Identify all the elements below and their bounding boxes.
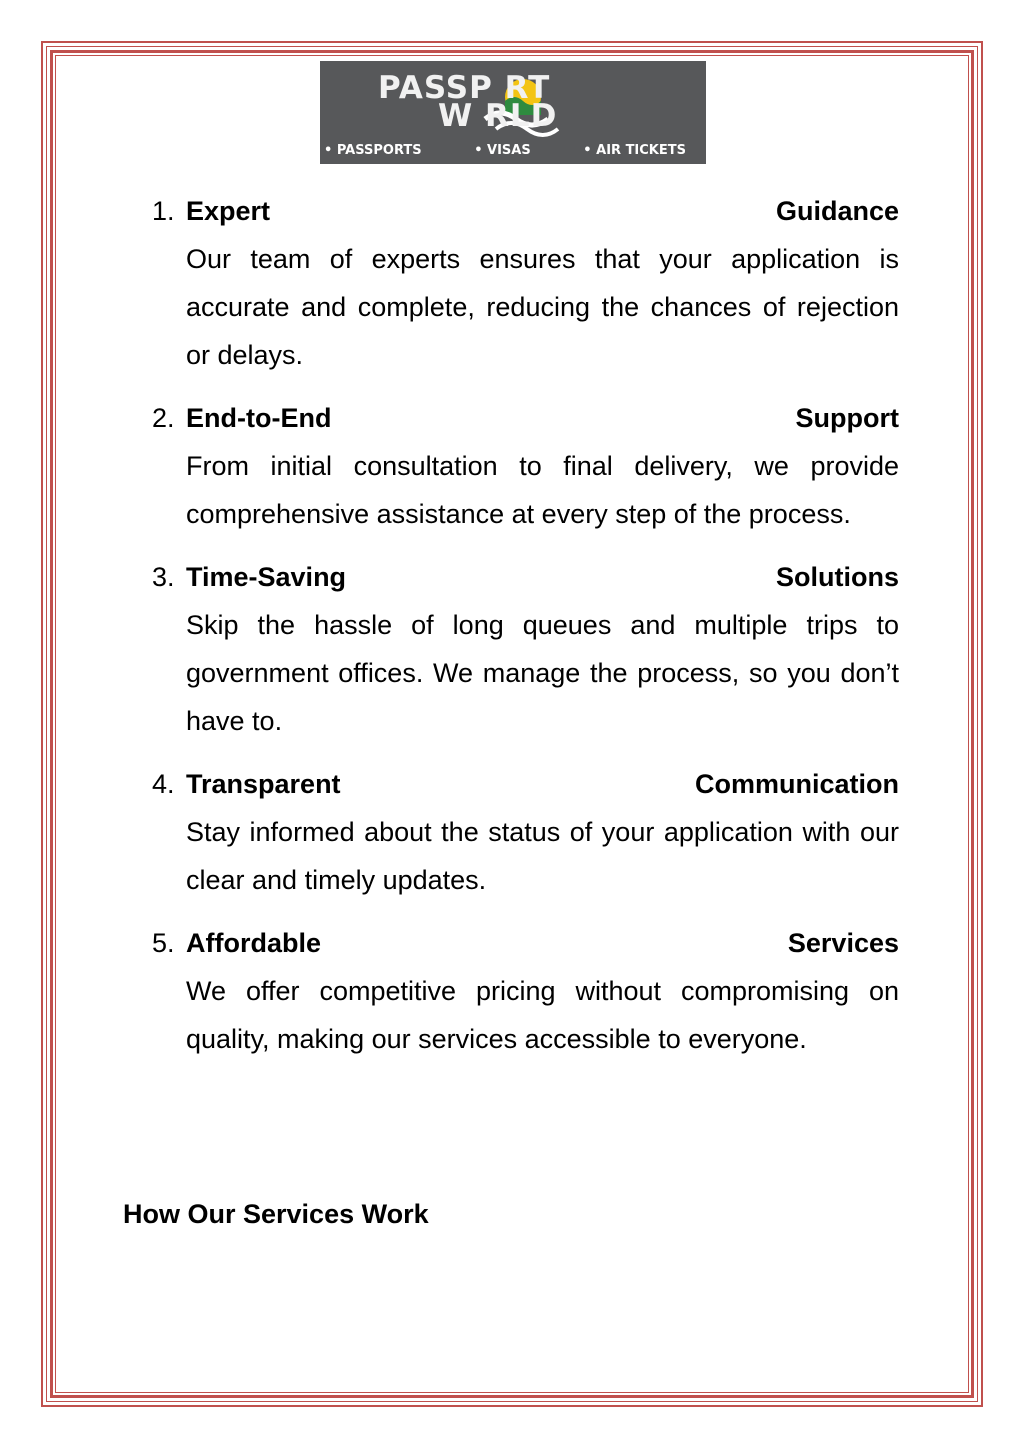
item-heading [186, 553, 899, 601]
section-heading: How Our Services Work [123, 1199, 429, 1229]
item-number: 4. [152, 769, 175, 799]
logo-tagline [320, 143, 706, 158]
list-item [152, 394, 899, 538]
item-title-left: Transparent [186, 769, 341, 799]
list-item [152, 553, 899, 745]
item-title-left: Time-Saving [186, 562, 347, 592]
item-title-left: End-to-End [186, 403, 332, 433]
item-title-left: Expert [186, 196, 271, 226]
item-number: 5. [152, 928, 175, 958]
logo-line-2: W RLD [438, 98, 558, 134]
item-heading [186, 760, 899, 808]
item-description: We offer competitive pricing without compromising on quality, making our services accessible to everyone. [186, 976, 899, 1054]
logo-tag-air-tickets: • AIR TICKETS [583, 143, 686, 158]
logo-tag-visas: • VISAS [474, 143, 531, 158]
item-title-right: Support [795, 403, 899, 433]
item-title-right: Services [787, 928, 899, 958]
item-heading [186, 394, 899, 442]
item-heading [186, 187, 899, 235]
list-item [152, 919, 899, 1063]
logo-line-1: PASSP RT [378, 70, 551, 106]
item-title-left: Affordable [186, 928, 321, 958]
item-description: Our team of experts ensures that your application is accurate and complete, reducing the chances of rejection or delays. [186, 244, 899, 370]
item-description: Skip the hassle of long queues and multiple trips to government offices. We manage the process, so you don’t have to. [186, 610, 899, 736]
item-description: From initial consultation to final delivery, we provide comprehensive assistance at every step of the process. [186, 451, 899, 529]
item-title-right: Guidance [775, 196, 899, 226]
item-number: 2. [152, 403, 175, 433]
item-heading [186, 919, 899, 967]
benefits-list [152, 187, 899, 1078]
item-title-right: Solutions [776, 562, 899, 592]
item-number: 1. [152, 196, 175, 226]
passport-world-logo [320, 61, 706, 164]
item-title-right: Communication [694, 769, 899, 799]
item-description: Stay informed about the status of your application with our clear and timely updates. [186, 817, 899, 895]
list-item [152, 760, 899, 904]
list-item [152, 187, 899, 379]
logo-tag-passports: • PASSPORTS [324, 143, 422, 158]
item-number: 3. [152, 562, 175, 592]
